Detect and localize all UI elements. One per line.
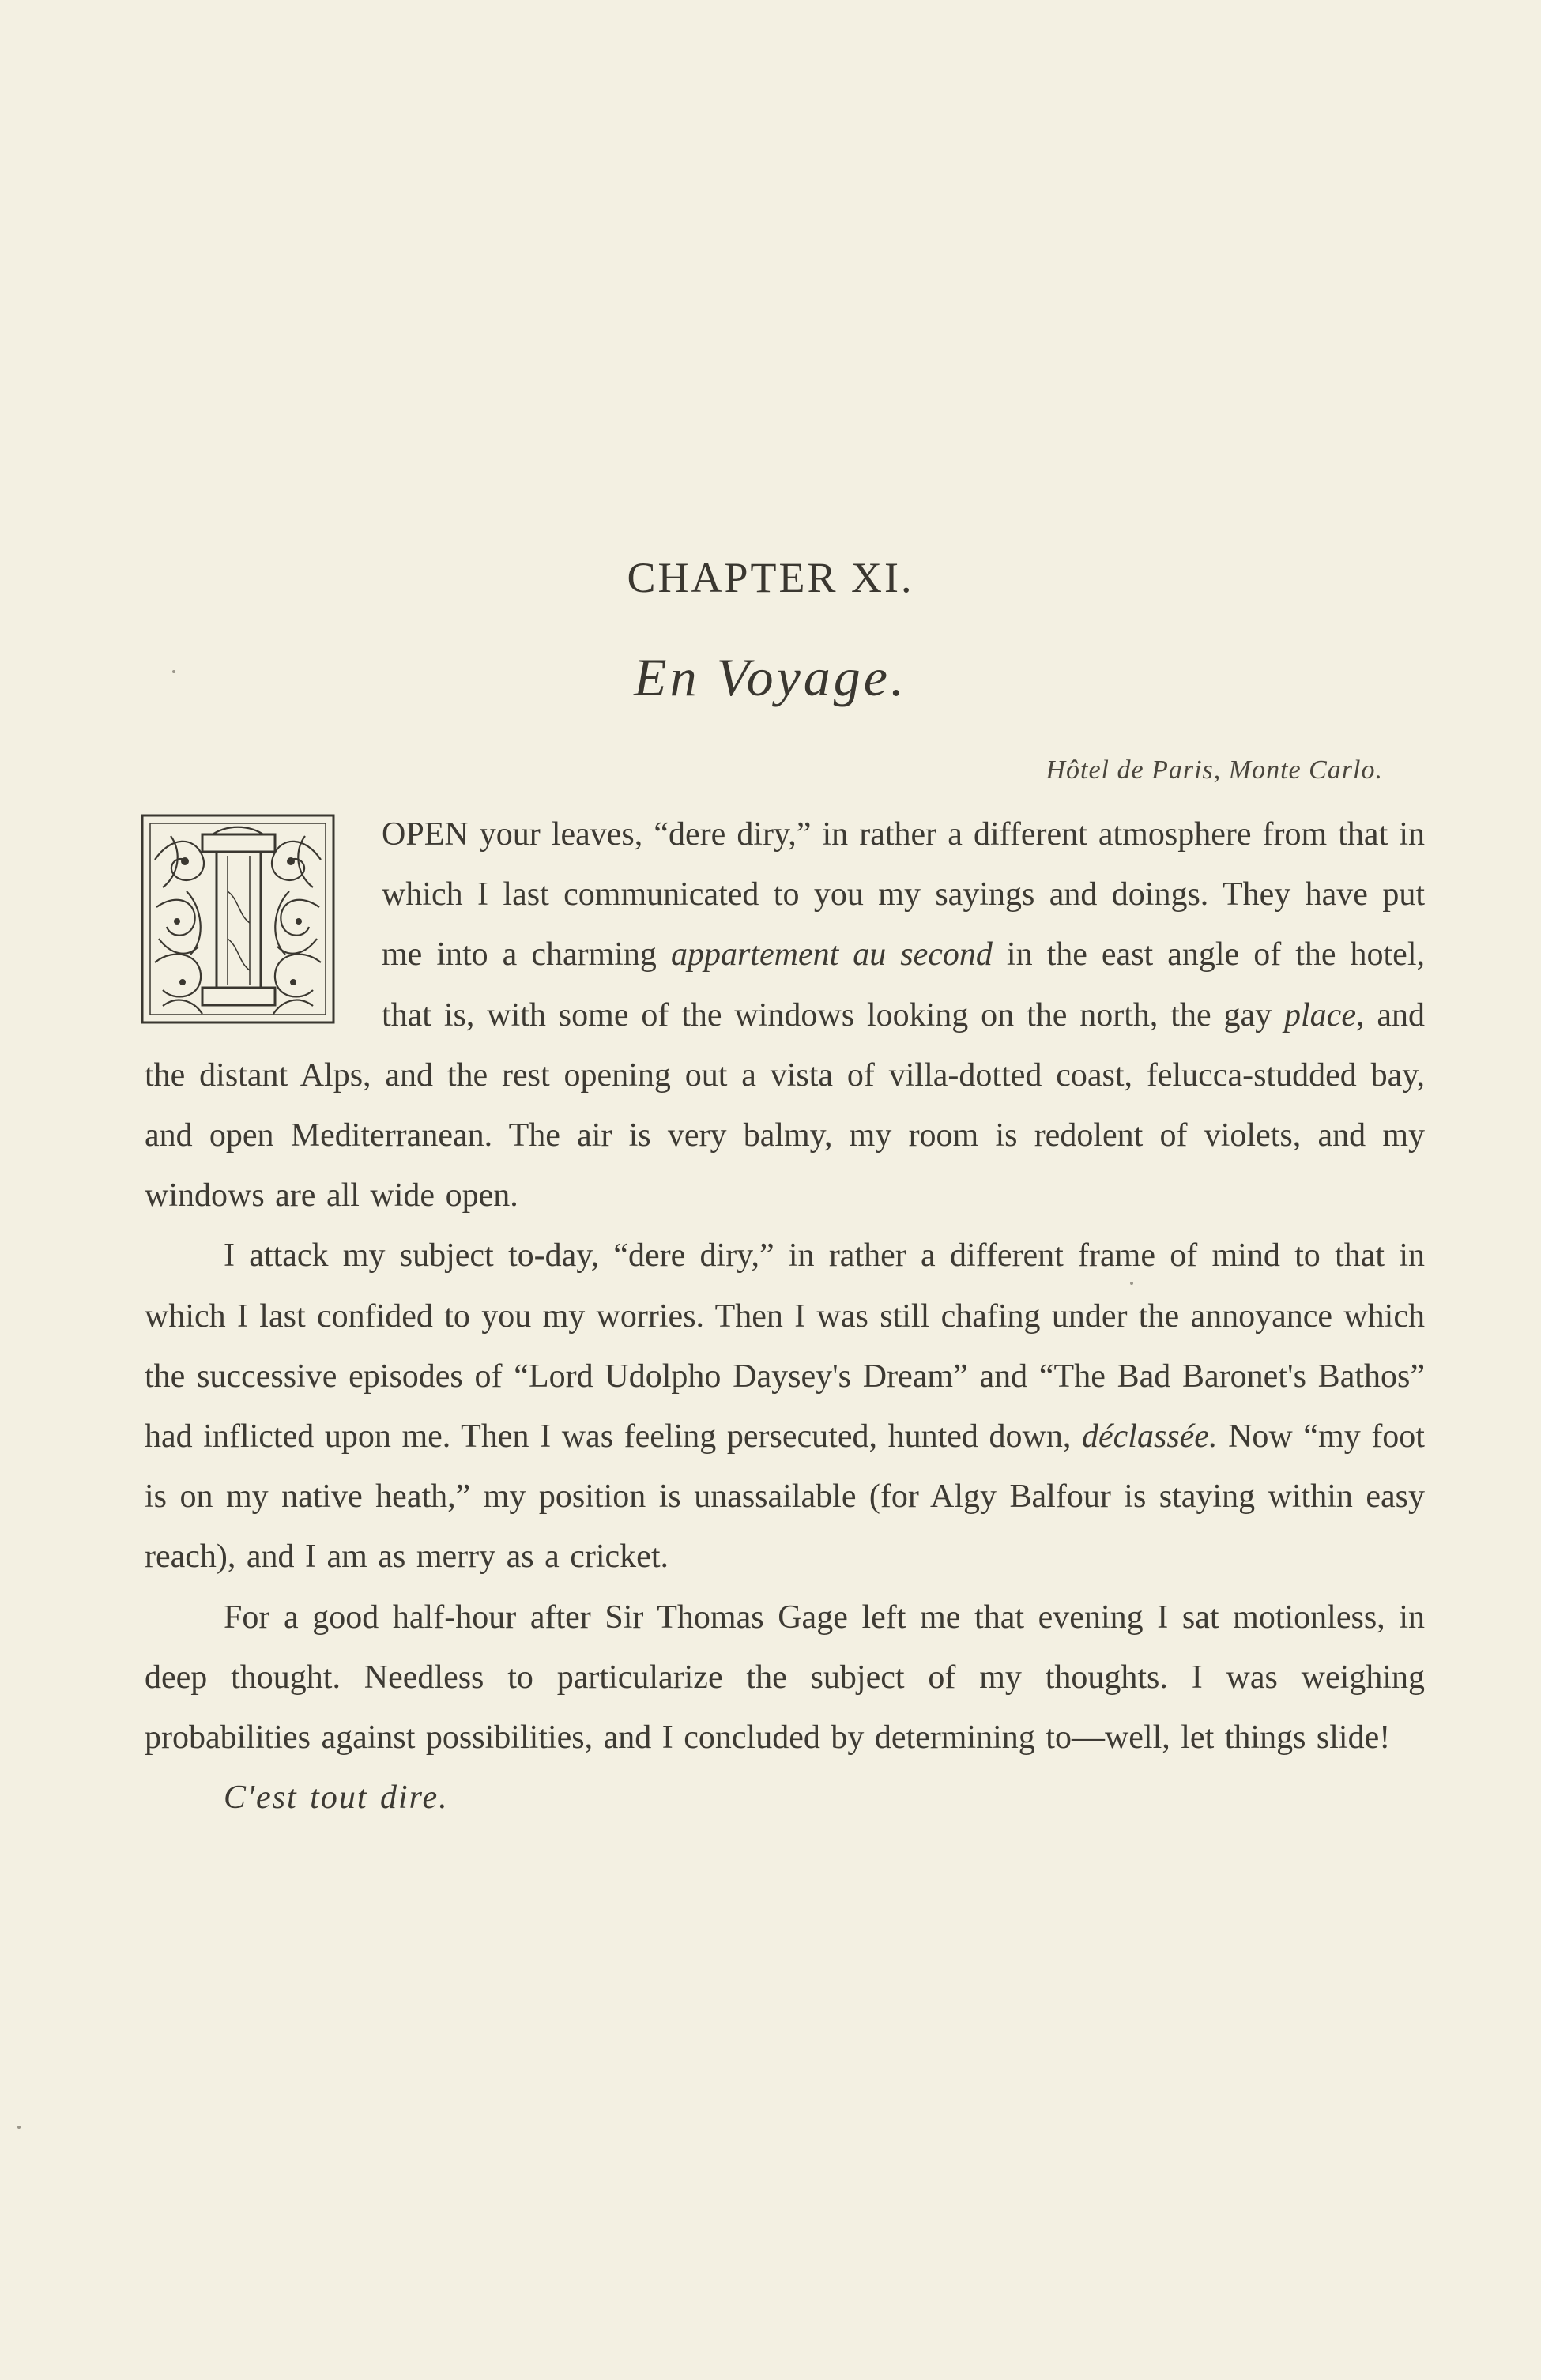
body-text: [145, 804, 1425, 1828]
chapter-title: En Voyage.: [634, 647, 907, 707]
paragraph-1-start: OPEN your leaves, “dere diry,” in rather a different atmosphere from that in which I last communicated to you my sayings and doings. They have put me into a charming: [382, 816, 1425, 973]
paragraph-2-start: I attack my subject to-day, “dere diry,” in rather a different frame of mind to that in which I last confided to you my worries. Then I was still chafing under the annoyance which the successive episodes of “Lord Udolpho Daysey's Dream” and “The Bad Baronet's Bathos” had inflicted upon me. Then I was feeling persecuted, hunted down,: [145, 1237, 1425, 1455]
paragraph-2-end: Now “my foot is on my native heath,” my position is unassailable (for Algy Balfour is staying within easy reach), and I am as merry as a cricket.: [145, 1418, 1425, 1576]
paragraph-1-italic-place: place,: [1284, 996, 1365, 1034]
chapter-number: CHAPTER XI.: [627, 554, 914, 601]
dateline: Hôtel de Paris, Monte Carlo.: [1046, 755, 1383, 785]
paragraph-1-italic-appartement: appartement au second: [670, 936, 993, 973]
drop-cap-space: [145, 804, 382, 1045]
paper-speck: [1130, 1282, 1133, 1285]
paragraph-3: For a good half-hour after Sir Thomas Gage left me that evening I sat motionless, in deep thought. Needless to particularize the subject of my thoughts. I was weighing probabilities against possibilities, and I concluded by determining to—well, let things slide!: [145, 1599, 1425, 1757]
paragraph-1-end: and the distant Alps, and the rest opening out a vista of villa-dotted coast, felucca-studded bay, and open Mediterranean. The air is very balmy, my room is redolent of violets, and my windows are all wide open.: [145, 996, 1425, 1214]
paragraph-2: [145, 1226, 1425, 1587]
paragraph-1-middle: in the east angle of the hotel, that is, with some of the windows looking on the north, the gay: [382, 936, 1425, 1034]
paper-speck: [17, 2126, 21, 2129]
paper-speck: [172, 670, 175, 673]
closing-line: C'est tout dire.: [224, 1779, 449, 1817]
paragraph-2-italic-declassee: déclassée.: [1082, 1418, 1218, 1455]
